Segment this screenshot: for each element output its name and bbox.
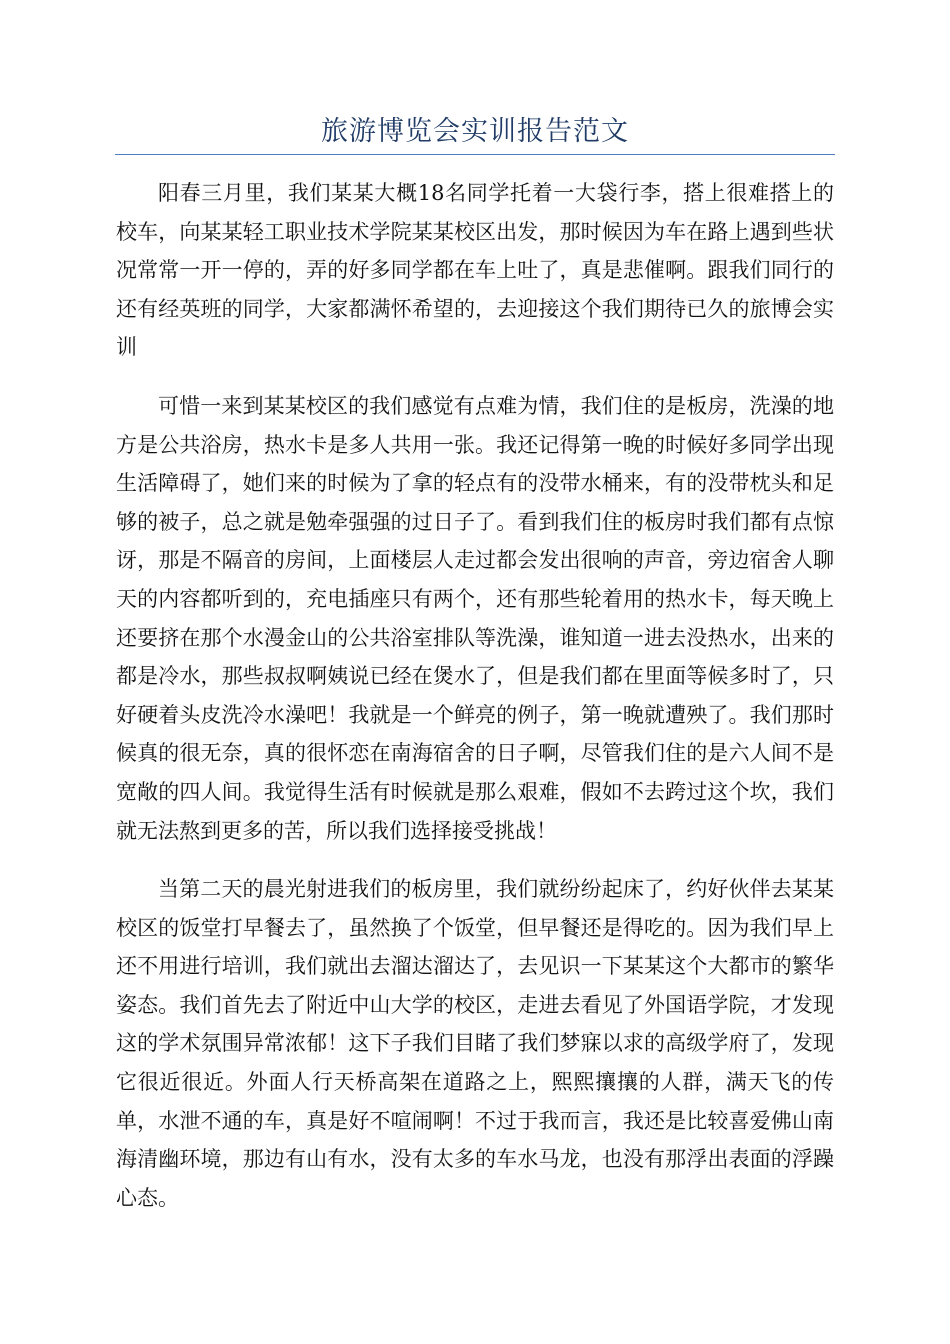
paragraph-3: 当第二天的晨光射进我们的板房里，我们就纷纷起床了，约好伙伴去某某校区的饭堂打早餐去了，虽然换了个饭堂，但早餐还是得吃的。因为我们早上还不用进行培训，我们就出去溜达溜达了，去见识一下某某这个大都市的繁华姿态。我们首先去了附近中山大学的校区，走进去看见了外国语学院，才发现这的学术氛围异常浓郁！这下子我们目睹了我们梦寐以求的高级学府了，发现它很近很近。外面人行天桥高架在道路之上，熙熙攘攘的人群，满天飞的传单，水泄不通的车，真是好不喧闹啊！不过于我而言，我还是比较喜爱佛山南海清幽环境，那边有山有水，没有太多的车水马龙，也没有那浮出表面的浮躁心态。 [116,877,834,1210]
paragraph-2: 可惜一来到某某校区的我们感觉有点难为情，我们住的是板房，洗澡的地方是公共浴房，热水卡是多人共用一张。我还记得第一晚的时候好多同学出现生活障碍了，她们来的时候为了拿的轻点有的没带水桶来，有的没带枕头和足够的被子，总之就是勉牵强强的过日子了。看到我们住的板房时我们都有点惊讶，那是不隔音的房间，上面楼层人走过都会发出很响的声音，旁边宿舍人聊天的内容都听到的，充电插座只有两个，还有那些轮着用的热水卡，每天晚上还要挤在那个水漫金山的公共浴室排队等洗澡，谁知道一进去没热水，出来的都是冷水，那些叔叔啊姨说已经在煲水了，但是我们都在里面等候多时了，只好硬着头皮洗冷水澡吧！我就是一个鲜亮的例子，第一晚就遭殃了。我们那时候真的很无奈，真的很怀恋在南海宿舍的日子啊，尽管我们住的是六人间不是宽敞的四人间。我觉得生活有时候就是那么艰难，假如不去跨过这个坎，我们就无法熬到更多的苦，所以我们选择接受挑战！ [116,393,834,843]
document-body [116,174,834,1237]
title-underline [115,154,835,155]
document-title: 旅游博览会实训报告范文 [321,116,629,147]
paragraph-1: 阳春三月里，我们某某大概18名同学托着一大袋行李，搭上很难搭上的校车，向某某轻工职业技术学院某某校区出发，那时候因为车在路上遇到些状况常常一开一停的，弄的好多同学都在车上吐了，真是悲催啊。跟我们同行的还有经英班的同学，大家都满怀希望的，去迎接这个我们期待已久的旅博会实训 [116,181,834,360]
